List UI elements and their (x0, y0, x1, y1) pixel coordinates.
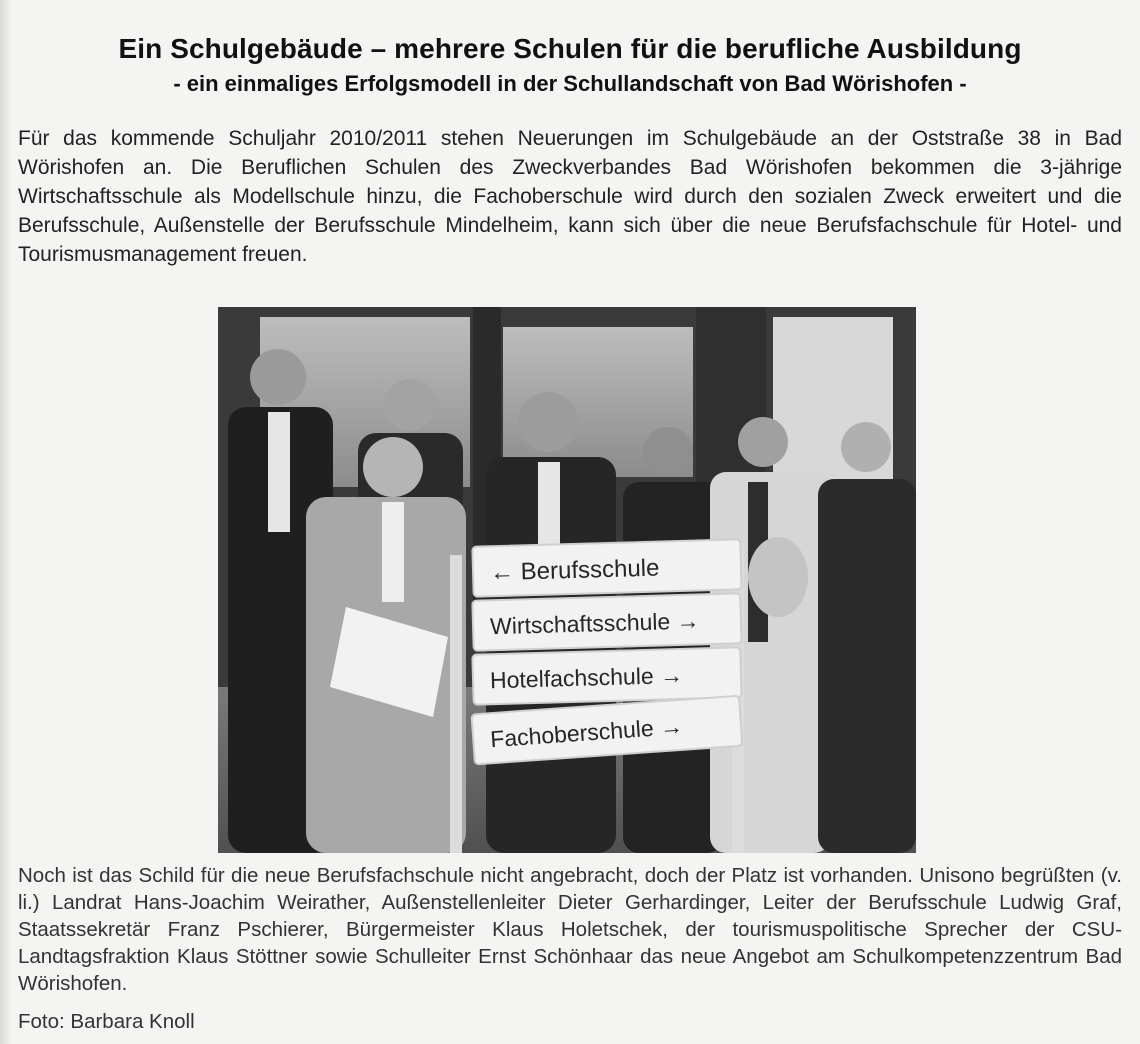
sign-berufsschule (472, 539, 741, 596)
sign-berufsschule-label: ← Berufsschule (489, 554, 660, 587)
sign-fachoberschule-label: Fachoberschule → (489, 712, 684, 753)
person-7 (818, 422, 916, 853)
photo-caption: Noch ist das Schild für die neue Berufsfachschule nicht angebracht, doch der Platz ist vorhanden. Unisono begrüßten (v. li.) Landrat Hans-Joachim Weirather, Außenstellenleiter Dieter Gerhardinger, Leiter der Berufsschule Ludwig Graf, Staatssekretär Franz Pschierer, Bürgermeister Klaus Holetschek, der tourismuspolitische Sprecher der CSU-Landtagsfraktion Klaus Stöttner sowie Schulleiter Ernst Schönhaar das neue Angebot am Schulkompetenzzentrum Bad Wörishofen. (18, 864, 1122, 995)
photo-credit: Foto: Barbara Knoll (18, 1010, 195, 1033)
photo-illustration (218, 307, 916, 853)
sign-pole-left (450, 555, 462, 853)
article-intro: Für das kommende Schuljahr 2010/2011 stehen Neuerungen im Schulgebäude an der Oststraße 38 in Bad Wörishofen an. Die Beruflichen Schulen des Zweckverbandes Bad Wörishofen bekommen die 3-jährige Wirtschaftsschule als Modellschule hinzu, die Fachoberschule wird durch den sozialen Zweck erweitert und die Berufsschule, Außenstelle der Berufsschule Mindelheim, kann sich über die neue Berufsfachschule für Hotel- und Tourismusmanagement freuen. (18, 127, 1122, 266)
sign-wirtschaftsschule-label: Wirtschaftsschule → (489, 607, 700, 640)
article-headline: Ein Schulgebäude – mehrere Schulen für die berufliche Ausbildung (118, 33, 1022, 64)
sign-hotelfachschule (472, 647, 741, 704)
article-photo (218, 307, 916, 853)
article-subheadline: - ein einmaliges Erfolgsmodell in der Schullandschaft von Bad Wörishofen - (173, 71, 967, 96)
page-edge-shadow (0, 0, 12, 1044)
person-3 (306, 437, 466, 853)
sign-wirtschaftsschule (472, 593, 741, 650)
sign-hotelfachschule-label: Hotelfachschule → (489, 661, 684, 694)
